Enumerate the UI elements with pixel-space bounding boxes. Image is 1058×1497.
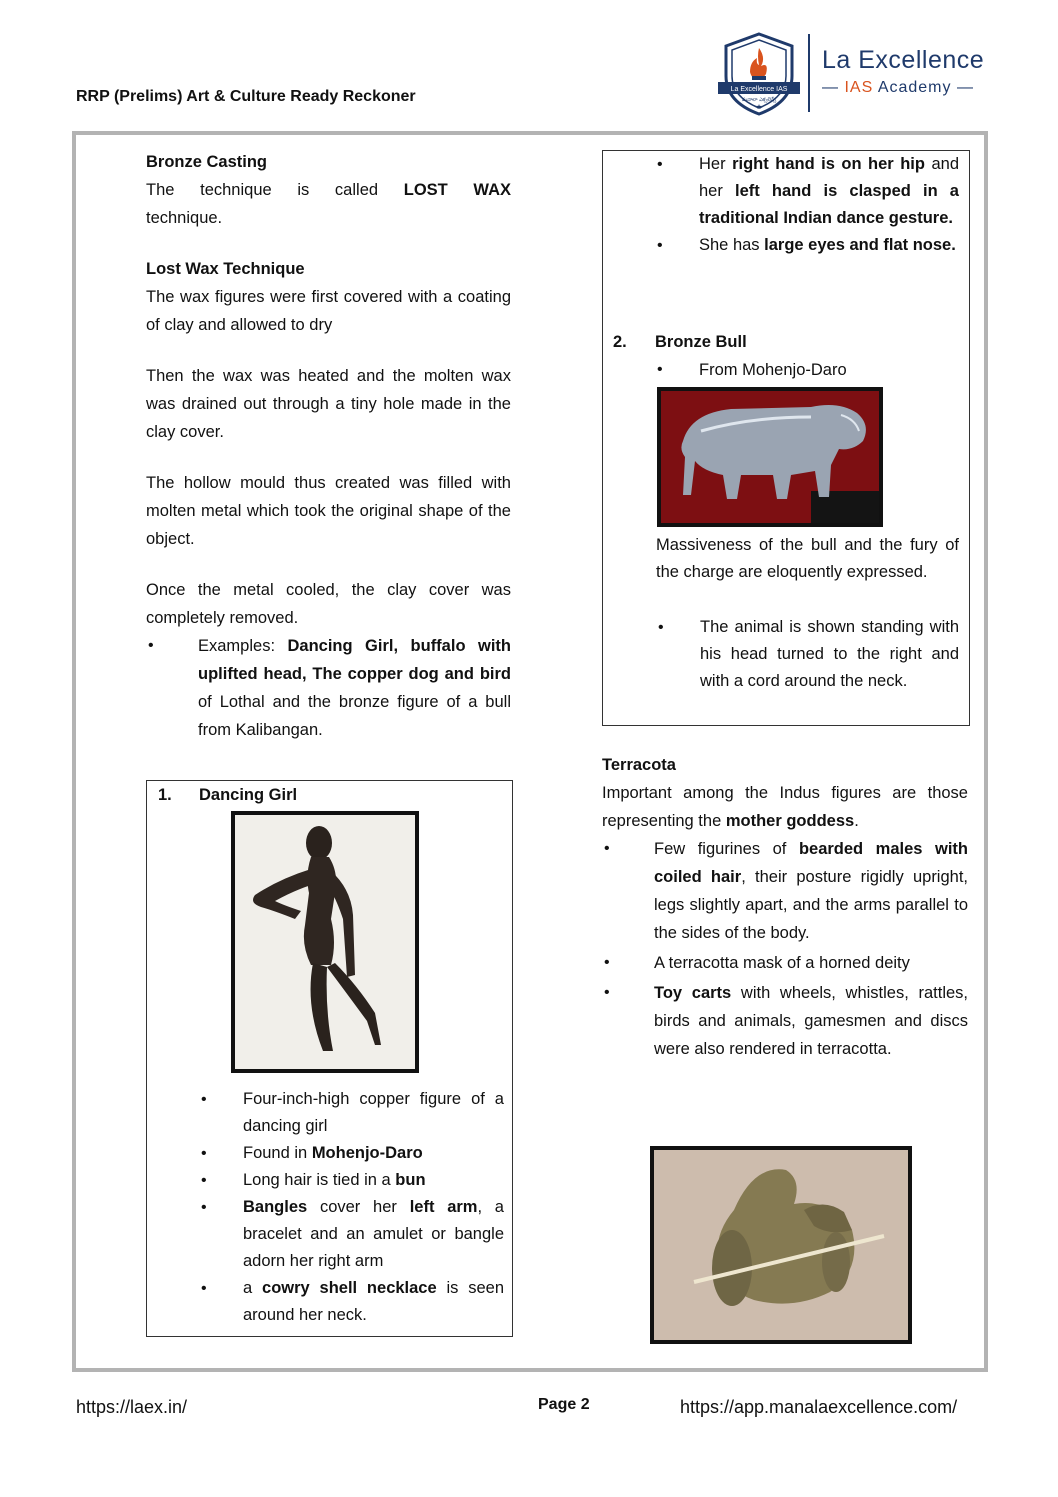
bull-fact-1: • From Mohenjo-Daro xyxy=(655,356,959,384)
dg-fact-2-bold: Mohenjo-Daro xyxy=(311,1144,423,1162)
dg-fact-4-rest: , a bracelet and an amulet or bangle adorn her right arm xyxy=(243,1198,504,1270)
brand-dash-left: — xyxy=(822,79,839,96)
terracota-section xyxy=(602,751,968,1063)
dg-fact-5-rest: is seen around her neck. xyxy=(243,1279,505,1324)
bronze-bull-number: 2. xyxy=(613,333,627,351)
dg-fact-3-text: Long hair is tied in a xyxy=(243,1171,391,1189)
dancing-girl-list xyxy=(199,1086,504,1329)
dg-fact-5-text: a xyxy=(243,1279,253,1297)
dg-fact-7-bold: large eyes and flat nose. xyxy=(764,236,956,254)
brand-dash-right: — xyxy=(956,79,974,96)
dancing-girl-number: 1. xyxy=(158,786,172,804)
bull-fact-2: • The animal is shown standing with his head turned to the right and with a cord around the neck. xyxy=(656,614,959,695)
dancing-girl-continued-list xyxy=(655,151,959,259)
terracota-fact-3 xyxy=(602,979,968,1063)
terracota-fact-2: • A terracotta mask of a horned deity xyxy=(602,949,968,977)
footer-left-link[interactable]: https://laex.in/ xyxy=(76,1397,188,1417)
bronze-bull-heading: Bronze Bull xyxy=(655,333,747,351)
document-header-title: RRP (Prelims) Art & Culture Ready Reckoner xyxy=(76,88,416,105)
examples-label: Examples: xyxy=(198,637,276,655)
lost-wax-para-3: The hollow mould thus created was filled with molten metal which took the original shape of the object. xyxy=(146,474,511,548)
shield-emblem-icon xyxy=(714,30,804,118)
bronze-text-a: The technique is called xyxy=(146,181,379,199)
lost-wax-para-1: The wax figures were first covered with a coating of clay and allowed to dry xyxy=(146,288,511,334)
dg-fact-3 xyxy=(199,1167,504,1194)
bronze-bull-details-list xyxy=(656,614,959,695)
dg-fact-2-text: Found in xyxy=(243,1144,308,1162)
dg-fact-6-text2: and her xyxy=(699,155,959,200)
dg-fact-4-bold2: left arm xyxy=(409,1198,478,1216)
footer-right-link[interactable]: https://app.manalaexcellence.com/ xyxy=(680,1397,958,1417)
dg-fact-7 xyxy=(655,232,959,259)
dg-fact-3-bold: bun xyxy=(395,1171,426,1189)
dg-fact-4-text: cover her xyxy=(319,1198,397,1216)
page-number: Page 2 xyxy=(538,1396,590,1413)
dancing-girl-box xyxy=(146,780,513,1337)
bronze-box xyxy=(602,150,970,726)
bronze-text-bold: LOST WAX xyxy=(403,181,511,199)
bronze-bull-figure-icon xyxy=(661,391,879,523)
bronze-casting-heading: Bronze Casting xyxy=(146,153,268,171)
logo-separator xyxy=(808,34,810,112)
brand-ias: IAS xyxy=(844,79,874,96)
terracota-fact-1 xyxy=(602,835,968,947)
logo-ribbon-text: La Excellence IAS xyxy=(730,86,788,93)
dg-fact-5 xyxy=(199,1275,504,1329)
left-column xyxy=(146,148,511,744)
la-excellence-logo xyxy=(714,30,804,118)
dg-fact-6-bold1: right hand is on her hip xyxy=(732,155,925,173)
terracota-intro-bold: mother goddess xyxy=(725,812,855,830)
dancing-girl-figure-icon xyxy=(235,815,415,1069)
terracotta-toy-cart-image xyxy=(650,1146,912,1344)
terracota-fact-1-bold: bearded males with coiled hair xyxy=(654,840,968,886)
lost-wax-heading: Lost Wax Technique xyxy=(146,260,305,278)
bronze-bull-origin xyxy=(655,356,959,384)
dg-fact-6-text: Her xyxy=(699,155,726,173)
brand-academy: Academy xyxy=(877,79,952,96)
dg-fact-4-bold1: Bangles xyxy=(243,1198,308,1216)
dancing-girl-continued xyxy=(655,151,959,259)
bronze-bull-details xyxy=(656,614,959,695)
terracota-fact-3-rest: with wheels, whistles, rattles, birds and animals, gamesmen and discs were also rendered in terracotta. xyxy=(654,984,968,1058)
terracota-intro xyxy=(602,779,968,835)
brand-name: La Excellence xyxy=(822,46,985,74)
bronze-casting-text xyxy=(146,176,511,204)
bronze-bull-origin-list xyxy=(655,356,959,384)
lost-wax-para-2: Then the wax was heated and the molten wax was drained out through a tiny hole made in the clay cover. xyxy=(146,367,511,441)
terracota-intro-end: . xyxy=(854,812,859,830)
terracota-list xyxy=(602,835,968,1063)
dg-fact-4 xyxy=(199,1194,504,1275)
examples-item xyxy=(146,632,511,744)
terracota-intro-text: Important among the Indus figures are those representing the xyxy=(602,784,968,830)
examples-list xyxy=(146,632,511,744)
examples-bold: Dancing Girl, buffalo with uplifted head, The copper dog and bird xyxy=(198,637,511,683)
terracota-fact-1-text: Few figurines of xyxy=(654,840,787,858)
dg-fact-6-bold2: left hand is clasped in a traditional Indian dance gesture. xyxy=(699,182,959,227)
terracota-fact-3-bold: Toy carts xyxy=(654,984,732,1002)
dg-fact-6 xyxy=(655,151,959,232)
brand-subtitle xyxy=(822,79,974,97)
toy-cart-figure-icon xyxy=(654,1150,908,1340)
svg-text:★: ★ xyxy=(755,103,763,111)
terracota-heading: Terracota xyxy=(602,756,676,774)
bronze-casting-text-end: technique. xyxy=(146,209,223,227)
dancing-girl-heading: Dancing Girl xyxy=(199,786,298,804)
bronze-bull-image xyxy=(657,387,883,527)
bronze-bull-description: Massiveness of the bull and the fury of the charge are eloquently expressed. xyxy=(656,536,959,581)
dg-fact-1: • Four-inch-high copper figure of a dancing girl xyxy=(199,1086,504,1140)
logo-small-text: మనాలా ఎక్సలెన్స్ xyxy=(741,97,777,103)
terracota-fact-1-rest: , their posture rigidly upright, legs slightly apart, and the arms parallel to the sides of the body. xyxy=(654,868,968,942)
dg-fact-5-bold: cowry shell necklace xyxy=(262,1279,437,1297)
dg-fact-2 xyxy=(199,1140,504,1167)
dg-fact-7-text: She has xyxy=(699,236,760,254)
lost-wax-para-4: Once the metal cooled, the clay cover was completely removed. xyxy=(146,581,511,627)
examples-rest: of Lothal and the bronze figure of a bull from Kalibangan. xyxy=(198,693,511,739)
dancing-girl-facts xyxy=(199,1086,504,1329)
dancing-girl-image xyxy=(231,811,419,1073)
